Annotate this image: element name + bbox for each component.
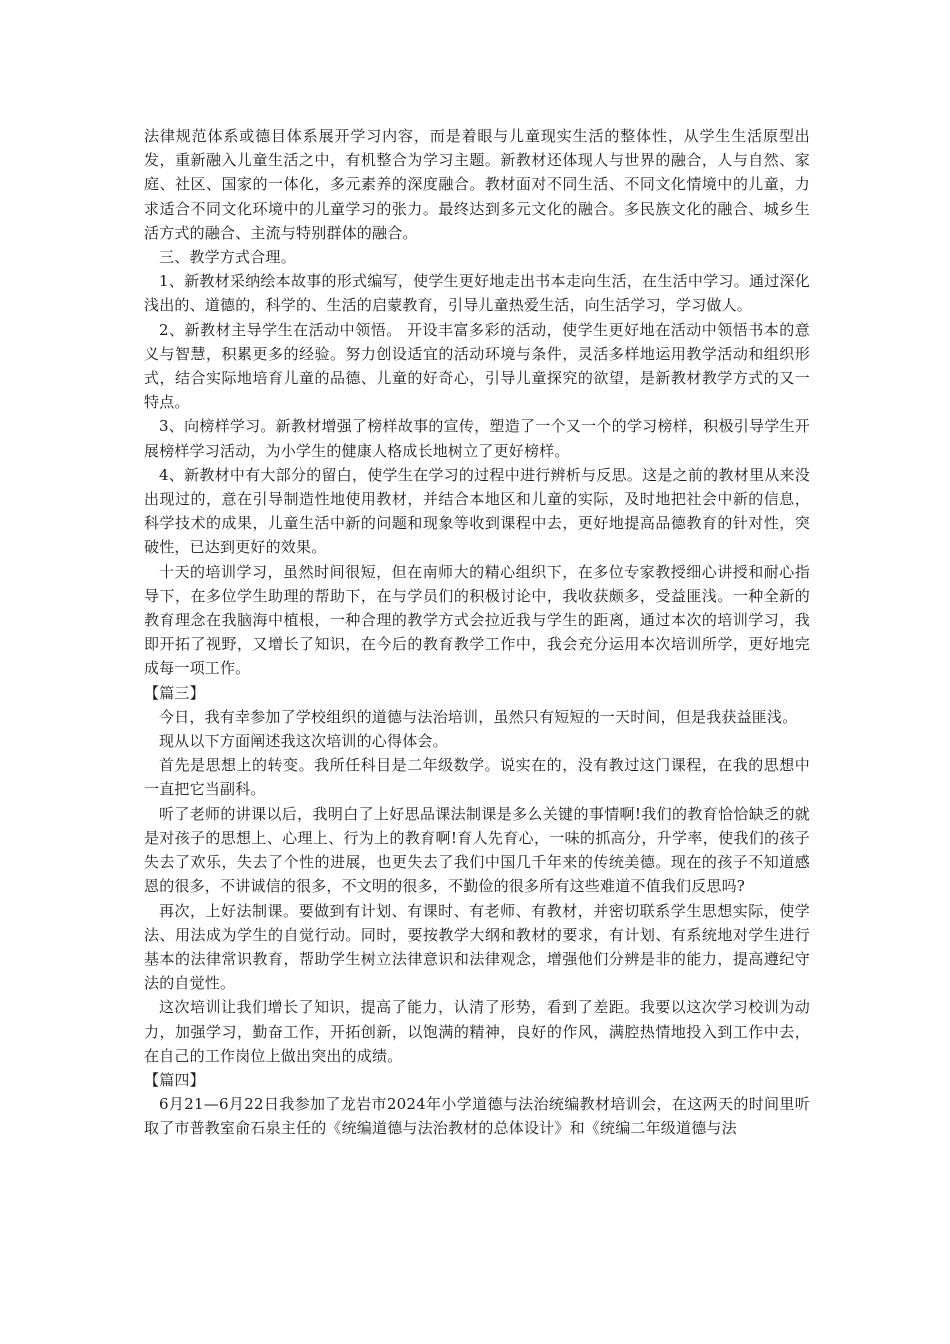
paragraph-s3-1: 今日，我有幸参加了学校组织的道德与法治培训，虽然只有短短的一天时间，但是我获益匪浅。 xyxy=(159,707,798,726)
paragraph-point-3: 3、向榜样学习。新教材增强了榜样故事的宣传，塑造了一个又一个的学习榜样，积极引导学生开展榜样学习活动，为小学生的健康人格成长地树立了更好榜样。 xyxy=(144,417,810,460)
paragraph-intro: 法律规范体系或德目体系展开学习内容，而是着眼与儿童现实生活的整体性，从学生生活原型出发，重新融入儿童生活之中，有机整合为学习主题。新教材还体现人与世界的融合，人与自然、家庭、社区、国家的一体化，多元素养的深度融合。教材面对不同生活、不同文化情境中的儿童，力求适合不同文化环境中的儿童学习的张力。最终达到多元文化的融合。多民族文化的融合、城乡生活方式的融合、主流与特别群体的融合。 xyxy=(144,127,810,242)
paragraph-point-1: 1、新教材采纳绘本故事的形式编写，使学生更好地走出书本走向生活，在生活中学习。通过深化浅出的、道德的，科学的、生活的启蒙教育，引导儿童热爱生活，向生活学习，学习做人。 xyxy=(144,272,810,315)
paragraph-s3-3: 首先是思想上的转变。我所任科目是二年级数学。说实在的，没有教过这门课程，在我的思想中一直把它当副科。 xyxy=(144,756,810,799)
paragraph-s4-1: 6月21—6月22日我参加了龙岩市2024年小学道德与法治统编教材培训会，在这两天的时间里听取了市普教室俞石泉主任的《统编道德与法治教材的总体设计》和《统编二年级道德与法 xyxy=(144,1095,810,1138)
paragraph-section-heading: 三、教学方式合理。 xyxy=(159,248,296,267)
paragraph-point-4: 4、新教材中有大部分的留白，使学生在学习的过程中进行辨析与反思。这是之前的教材里从来没出现过的，意在引导制造性地使用教材，并结合本地区和儿童的实际，及时地把社会中新的信息，科学技术的成果，儿童生活中新的问题和现象等收到课程中去，更好地提高品德教育的针对性，突破性，已达到更好的效果。 xyxy=(144,465,810,557)
section-title-3: 【篇三】 xyxy=(144,683,205,702)
paragraph-s3-6: 这次培训让我们增长了知识，提高了能力，认清了形势，看到了差距。我要以这次学习校训为动力，加强学习，勤奋工作，开拓创新，以饱满的精神，良好的作风，满腔热情地投入到工作中去，在自己的工作岗位上做出突出的成绩。 xyxy=(144,998,810,1065)
paragraph-s3-4: 听了老师的讲课以后，我明白了上好思品课法制课是多么关键的事情啊!我们的教育恰恰缺乏的就是对孩子的思想上、心理上、行为上的教育啊!育人先育心，一味的抓高分，升学率，使我们的孩子失去了欢乐，失去了个性的进展，也更失去了我们中国几千年来的传统美德。现在的孩子不知道感恩的很多，不讲诚信的很多，不文明的很多，不勤俭的很多所有这些难道不值我们反思吗? xyxy=(144,804,810,896)
paragraph-summary: 十天的培训学习，虽然时间很短，但在南师大的精心组织下，在多位专家教授细心讲授和耐心指导下，在多位学生助理的帮助下，在与学员们的积极讨论中，我收获颇多，受益匪浅。一种全新的教育理念在我脑海中植根，一种合理的教学方式会拉近我与学生的距离，通过本次的培训学习，我即开拓了视野，又增长了知识，在今后的教育教学工作中，我会充分运用本次培训所学，更好地完成每一项工作。 xyxy=(144,562,810,678)
paragraph-s3-2: 现从以下方面阐述我这次培训的心得体会。 xyxy=(159,732,448,751)
paragraph-point-2: 2、新教材主导学生在活动中领悟。 开设丰富多彩的活动，使学生更好地在活动中领悟书本的意义与智慧，积累更多的经验。努力创设适宜的活动环境与条件，灵活多样地运用教学活动和组织形式，结合实际地培育儿童的品德、儿童的好奇心，引导儿童探究的欲望，是新教材教学方式的又一特点。 xyxy=(144,320,810,412)
document-page xyxy=(144,124,810,1141)
paragraph-s3-5: 再次，上好法制课。要做到有计划、有课时、有老师、有教材，并密切联系学生思想实际，使学法、用法成为学生的自觉行动。同时，要按教学大纲和教材的要求，有计划、有系统地对学生进行基本的法律常识教育，帮助学生树立法律意识和法律观念，增强他们分辨是非的能力，提高遵纪守法的自觉性。 xyxy=(144,901,810,993)
section-title-4: 【篇四】 xyxy=(144,1070,205,1089)
